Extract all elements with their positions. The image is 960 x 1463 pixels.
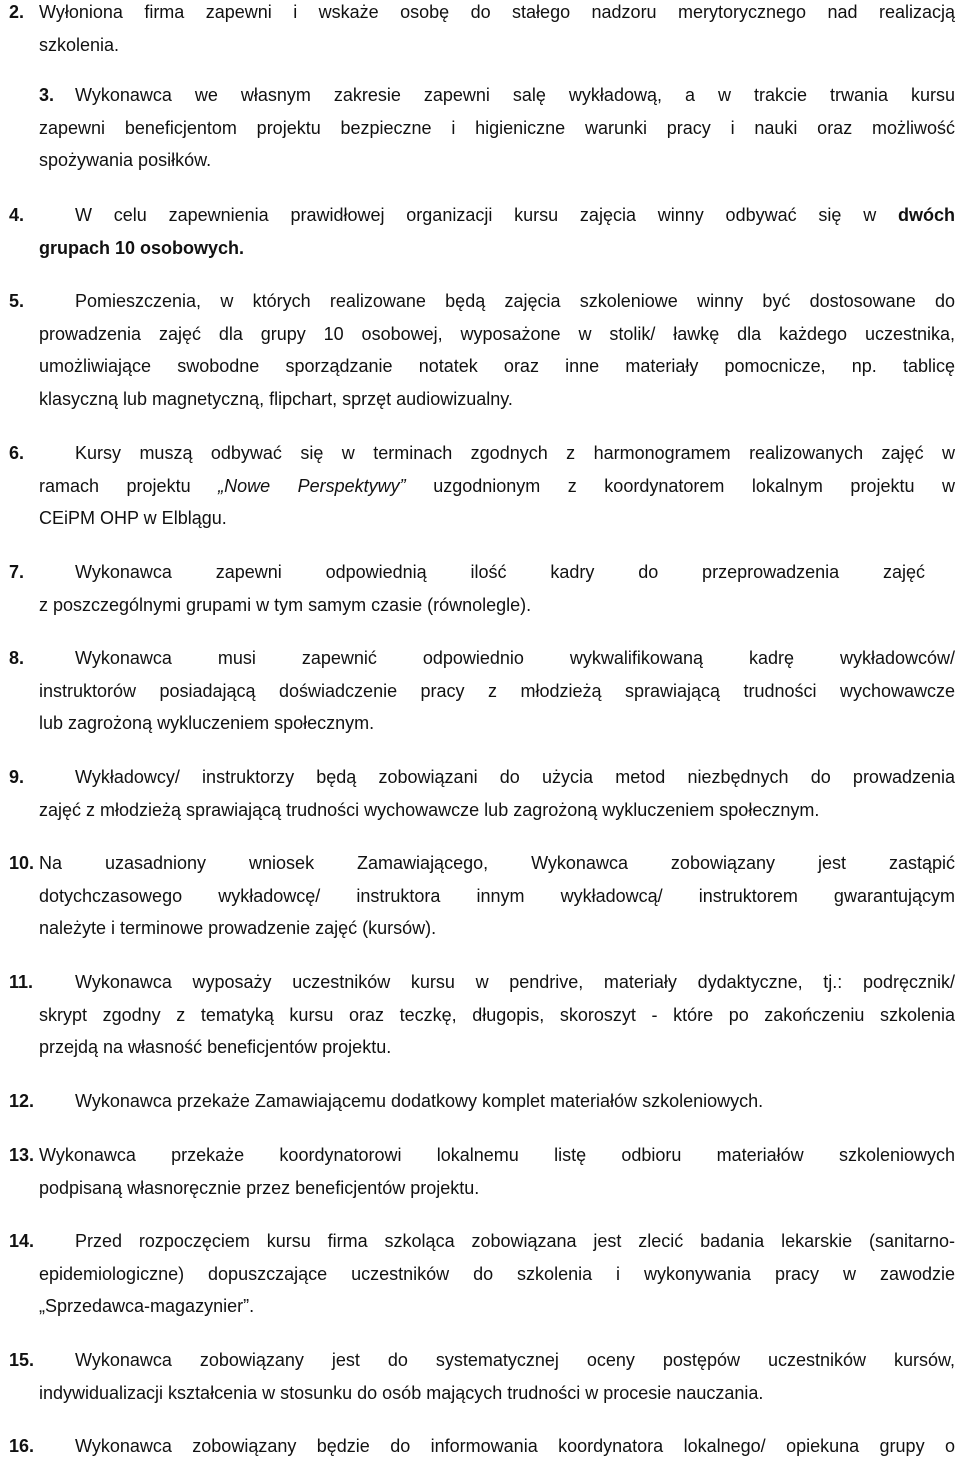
item-number: 13. [9, 1145, 35, 1165]
item-text-line: epidemiologiczne) dopuszczające uczestników do szkolenia i wykonywania pracy w zawodzie [39, 1263, 955, 1284]
item-number: 6. [9, 443, 25, 463]
item-text-line: zajęć z młodzieżą sprawiającą trudności wychowawcze lub zagrożoną wykluczeniem społecznym. [39, 799, 820, 820]
item-number: 15. [9, 1350, 35, 1370]
item-number: 7. [9, 562, 25, 582]
item-text-line: Wykonawca musi zapewnić odpowiednio wykwalifikowaną kadrę wykładowców/ [75, 648, 955, 668]
item-number: 3. [39, 85, 55, 105]
item-text-line: Wykonawca zobowiązany jest do systematycznej oceny postępów uczestników kursów, [75, 1350, 955, 1370]
item-text-line: Kursy muszą odbywać się w terminach zgodnych z harmonogramem realizowanych zajęć w [75, 443, 955, 463]
project-name-italic: „Nowe Perspektywy” [218, 475, 406, 496]
item-number: 11. [9, 972, 34, 992]
item-text-line: Wykonawca we własnym zakresie zapewni salę wykładową, a w trakcie trwania kursu [75, 85, 955, 105]
item-text-line [75, 199, 955, 232]
item-text-line: instruktorów posiadającą doświadczenie pracy z młodzieżą sprawiającą trudności wychowawcze [39, 680, 955, 701]
item-number: 4. [9, 205, 25, 225]
item-text-line: prowadzenia zajęć dla grupy 10 osobowej, wyposażone w stolik/ ławkę dla każdego uczestnika, [39, 323, 955, 344]
item-text-line: przejdą na własność beneficjentów projektu. [39, 1037, 392, 1057]
item-number: 5. [9, 291, 25, 311]
item-text-line: skrypt zgodny z tematyką kursu oraz teczkę, długopis, skoroszyt - które po zakończeniu szkolenia [39, 1004, 955, 1025]
item-text-bold: dwóch [898, 205, 955, 225]
item-text-bold: grupach 10 osobowych. [39, 237, 245, 258]
item-text-line: szkolenia. [39, 34, 120, 55]
item-text-line: Wykonawca zobowiązany będzie do informowania koordynatora lokalnego/ opiekuna grupy o [75, 1436, 955, 1456]
item-number: 8. [9, 648, 25, 668]
item-text-line: Wykonawca przekaże koordynatorowi lokalnemu listę odbioru materiałów szkoleniowych [39, 1145, 955, 1165]
item-text-line: CEiPM OHP w Elblągu. [39, 508, 227, 528]
item-text-line [39, 470, 955, 503]
item-text-line: Wykonawca zapewni odpowiednią ilość kadry do przeprowadzenia zajęć [75, 562, 925, 582]
item-text-line: Wykładowcy/ instruktorzy będą zobowiązani do użycia metod niezbędnych do prowadzenia [75, 767, 955, 787]
item-number: 12. [9, 1091, 35, 1111]
item-text-line: Przed rozpoczęciem kursu firma szkoląca zobowiązana jest zlecić badania lekarskie (sanitarno- [75, 1231, 955, 1251]
item-text: ramach projektu [39, 475, 191, 496]
item-number: 14. [9, 1231, 35, 1251]
item-text: W celu zapewnienia prawidłowej organizacji kursu zajęcia winny odbywać się w [75, 205, 877, 225]
item-text-line: dotychczasowego wykładowcę/ instruktora innym wykładowcą/ instruktorem gwarantującym [39, 885, 955, 906]
item-text-line: spożywania posiłków. [39, 150, 212, 170]
item-text-line: należyte i terminowe prowadzenie zajęć (kursów). [39, 918, 437, 938]
item-text-line: podpisaną własnoręcznie przez beneficjentów projektu. [39, 1177, 480, 1198]
item-text-line: klasyczną lub magnetyczną, flipchart, sprzęt audiowizualny. [39, 388, 513, 409]
item-text-line: z poszczególnymi grupami w tym samym czasie (równolegle). [39, 594, 532, 615]
item-number: 2. [9, 2, 25, 22]
item-text-line: lub zagrożoną wykluczeniem społecznym. [39, 713, 375, 733]
item-text-line: umożliwiające swobodne sporządzanie notatek oraz inne materiały pomocnicze, np. tablicę [39, 356, 955, 376]
item-text-line: Na uzasadniony wniosek Zamawiającego, Wykonawca zobowiązany jest zastąpić [39, 853, 955, 873]
item-number: 16. [9, 1436, 35, 1456]
item-text-line: indywidualizacji kształcenia w stosunku do osób mających trudności w procesie nauczania. [39, 1382, 764, 1403]
item-text-line: zapewni beneficjentom projektu bezpieczne i higieniczne warunki pracy i nauki oraz możliwość [39, 117, 955, 138]
item-text-line: Wykonawca przekaże Zamawiającemu dodatkowy komplet materiałów szkoleniowych. [75, 1091, 764, 1111]
item-text-line: Wykonawca wyposaży uczestników kursu w pendrive, materiały dydaktyczne, tj.: podręcznik/ [75, 972, 955, 992]
item-text-line: Pomieszczenia, w których realizowane będą zajęcia szkoleniowe winny być dostosowane do [75, 291, 955, 311]
item-text: uzgodnionym z koordynatorem lokalnym projektu w [433, 475, 955, 496]
item-number: 10. [9, 853, 35, 873]
item-text-line: Wyłoniona firma zapewni i wskaże osobę do stałego nadzoru merytorycznego nad realizacją [39, 2, 955, 22]
item-text-line: „Sprzedawca-magazynier”. [39, 1296, 255, 1316]
item-number: 9. [9, 767, 25, 787]
